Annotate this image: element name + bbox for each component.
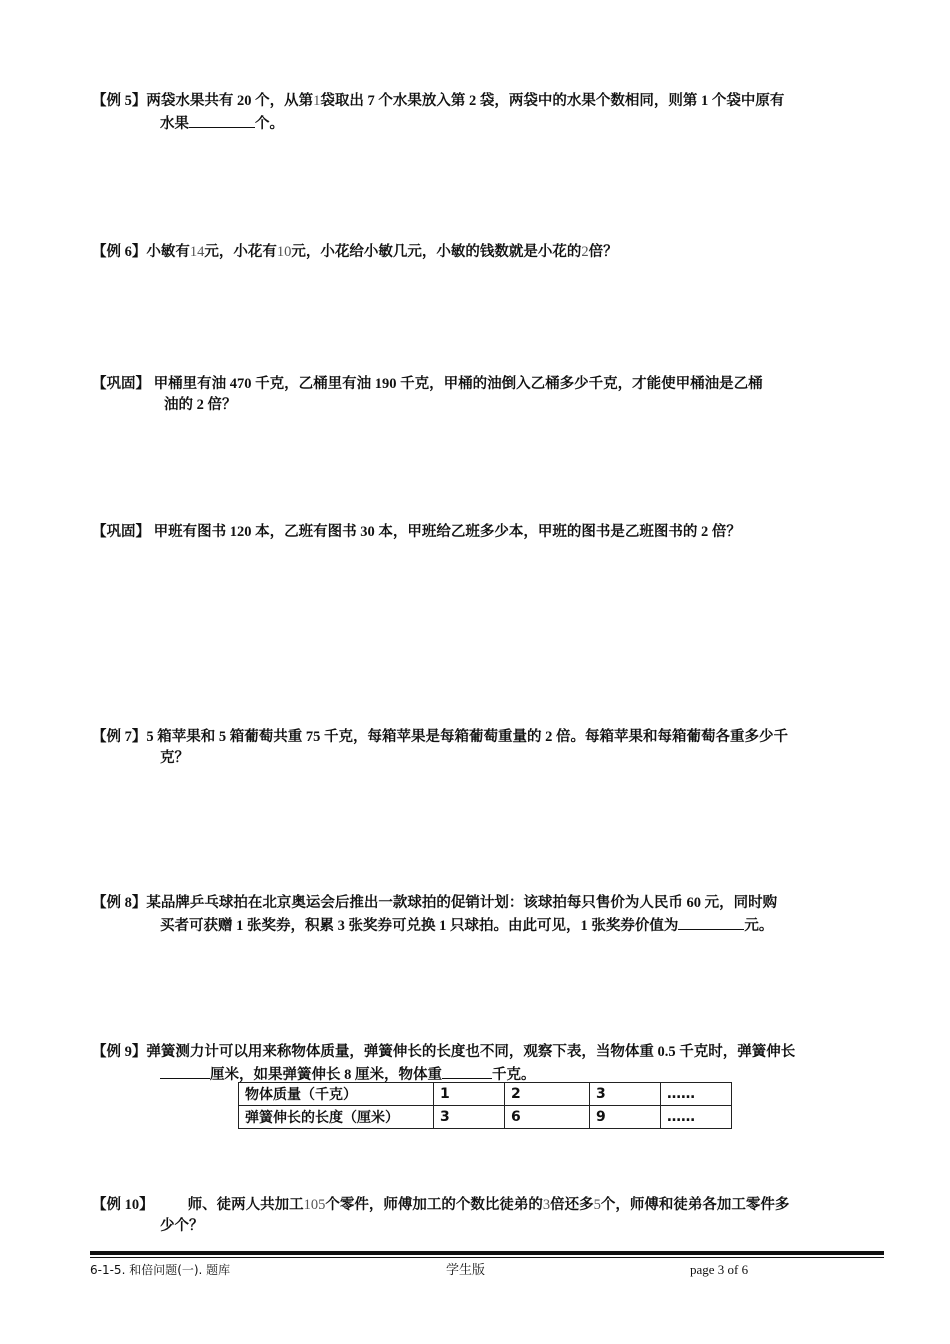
example-10-label: 【例 10】 bbox=[92, 1197, 154, 1213]
example-10-line-2: 少个？ bbox=[160, 1218, 204, 1234]
consolidation-1-line-2: 油的 2 倍？ bbox=[164, 397, 237, 413]
answer-blank[interactable] bbox=[678, 914, 744, 930]
example-8-line-2: 买者可获赠 1 张奖券，积累 3 张奖券可兑换 1 只球拍。由此可见，1 张奖券价值为 bbox=[160, 918, 679, 934]
example-7-line-2: 克？ bbox=[160, 750, 189, 766]
answer-blank[interactable] bbox=[189, 112, 255, 128]
footer-rule-thick bbox=[90, 1251, 884, 1255]
footer-page-number: page 3 of 6 bbox=[690, 1262, 749, 1277]
answer-blank-length[interactable] bbox=[160, 1063, 210, 1079]
spring-data-table bbox=[238, 1082, 732, 1129]
footer-document-title: 6-1-5. 和倍问题(一). 题库 bbox=[90, 1263, 231, 1277]
example-8 bbox=[92, 893, 887, 937]
example-6-number-2: 10 bbox=[276, 244, 292, 260]
table-cell: 6 bbox=[505, 1106, 590, 1129]
example-8-line-1: 某品牌乒乓球拍在北京奥运会后推出一款球拍的促销计划：该球拍每只售价为人民币 60 元，同时购 bbox=[146, 895, 778, 911]
consolidation-2-line-1: 甲班有图书 120 本，乙班有图书 30 本，甲班给乙班多少本，甲班的图书是乙班图书的 2 倍？ bbox=[153, 524, 741, 540]
table-cell: …… bbox=[661, 1106, 732, 1129]
example-9 bbox=[92, 1042, 887, 1086]
example-9-line-2-end: 千克。 bbox=[492, 1067, 536, 1083]
table-cell: 3 bbox=[590, 1083, 661, 1106]
table-cell: 3 bbox=[434, 1106, 505, 1129]
example-10-text-b: 个零件，师傅加工的个数比徒弟的 bbox=[325, 1197, 543, 1213]
example-6 bbox=[92, 242, 887, 263]
example-10-text-d: 个，师傅和徒弟各加工零件多 bbox=[600, 1197, 790, 1213]
example-10-number-3: 5 bbox=[593, 1197, 601, 1213]
example-10-number-1: 105 bbox=[303, 1197, 326, 1213]
example-5-text-d: 个。 bbox=[255, 116, 284, 132]
example-6-text-b: 元，小花有 bbox=[204, 244, 277, 260]
example-6-number-1: 14 bbox=[189, 244, 205, 260]
example-5-label: 【例 5】 bbox=[92, 93, 147, 109]
example-5-text-a: 两袋水果共有 20 个，从第 bbox=[146, 93, 314, 109]
footer-rule-thin bbox=[90, 1257, 884, 1258]
example-9-line-2: 厘米，如果弹簧伸长 8 厘米，物体重 bbox=[210, 1067, 442, 1083]
table-cell: 2 bbox=[505, 1083, 590, 1106]
table-cell: …… bbox=[661, 1083, 732, 1106]
table-header-mass: 物体质量（千克） bbox=[239, 1083, 434, 1106]
consolidation-2 bbox=[92, 522, 887, 543]
table-cell: 1 bbox=[434, 1083, 505, 1106]
example-5-text-c: 水果 bbox=[160, 116, 189, 132]
example-8-label: 【例 8】 bbox=[92, 895, 147, 911]
example-6-label: 【例 6】 bbox=[92, 244, 147, 260]
consolidation-1-line-1: 甲桶里有油 470 千克，乙桶里有油 190 千克，甲桶的油倒入乙桶多少千克，才能使甲桶油是乙桶 bbox=[153, 376, 763, 392]
example-10-text-a: 师、徒两人共加工 bbox=[187, 1197, 304, 1213]
footer-edition: 学生版 bbox=[446, 1262, 486, 1277]
example-9-line-1: 弹簧测力计可以用来称物体质量，弹簧伸长的长度也不同，观察下表，当物体重 0.5 千克时，弹簧伸长 bbox=[146, 1044, 796, 1060]
example-5 bbox=[92, 91, 887, 135]
example-5-number: 1 bbox=[313, 93, 321, 109]
table-header-length: 弹簧伸长的长度（厘米） bbox=[239, 1106, 434, 1129]
table-cell: 9 bbox=[590, 1106, 661, 1129]
example-6-text-d: 倍？ bbox=[588, 244, 618, 260]
table-row bbox=[239, 1083, 732, 1106]
example-6-text-a: 小敏有 bbox=[146, 244, 190, 260]
example-10-number-2: 3 bbox=[542, 1197, 551, 1213]
example-8-line-2-end: 元。 bbox=[744, 918, 774, 934]
example-7 bbox=[92, 727, 887, 769]
consolidation-1 bbox=[92, 374, 887, 416]
consolidation-1-label: 【巩固】 bbox=[92, 376, 150, 392]
table-row bbox=[239, 1106, 732, 1129]
example-5-text-b: 袋取出 7 个水果放入第 2 袋，两袋中的水果个数相同，则第 1 个袋中原有 bbox=[320, 93, 785, 109]
example-7-label: 【例 7】 bbox=[92, 729, 147, 745]
answer-blank-weight[interactable] bbox=[442, 1063, 492, 1079]
example-6-text-c: 元，小花给小敏几元，小敏的钱数就是小花的 bbox=[291, 244, 582, 260]
example-6-number-3: 2 bbox=[581, 244, 589, 260]
consolidation-2-label: 【巩固】 bbox=[92, 524, 150, 540]
example-7-line-1: 5 箱苹果和 5 箱葡萄共重 75 千克，每箱苹果是每箱葡萄重量的 2 倍。每箱苹果和每箱葡萄各重多少千 bbox=[146, 729, 788, 745]
example-10 bbox=[92, 1195, 887, 1237]
example-9-label: 【例 9】 bbox=[92, 1044, 147, 1060]
example-10-text-c: 倍还多 bbox=[550, 1197, 594, 1213]
